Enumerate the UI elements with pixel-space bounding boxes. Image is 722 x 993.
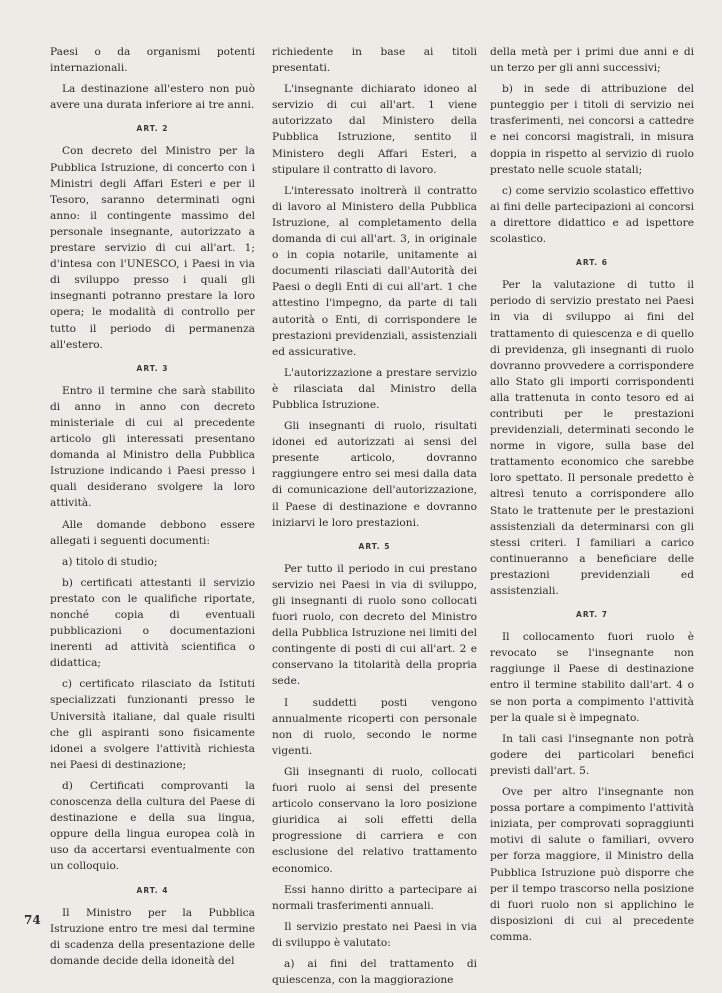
article-heading-2: ART. 2 [136, 124, 169, 134]
paragraph: Entro il termine che sarà stabilito di anno in anno con decreto ministeriale di cui al precedente articolo gli interessati presentano domanda al Ministro della Pubblica Istruzione indicando i Paesi presso i quali desiderano svolgere la loro attività. [50, 384, 255, 510]
paragraph: Per tutto il periodo in cui prestano servizio nei Paesi in via di sviluppo, gli insegnanti di ruolo sono collocati fuori ruolo, con decreto del Ministro della Pubblica Istruzione nei limiti del contingente di posti di cui all'art. 2 e conservano la titolarità della propria sede. [272, 562, 477, 688]
paragraph: Per la valutazione di tutto il periodo di servizio prestato nei Paesi in via di sviluppo ai fini del trattamento di quiescenza e di quello di previdenza, gli insegnanti di ruolo dovranno provvedere a corrispondere allo Stato gli importi corrispondenti alla trattenuta in conto tesoro ed ai contributi per le prestazioni previdenziali, determinati secondo le norme in vigore, sulla base del trattamento economico che sarebbe loro spettato. Il personale predetto è altresì tenuto a corrispondere allo Stato le trattenute per le prestazioni assistenziali da determinarsi con gli stessi criteri. I familiari a carico continueranno a beneficiare delle prestazioni previdenziali ed assistenziali. [490, 279, 694, 597]
paragraph: In tali casi l'insegnante non potrà godere dei particolari benefici previsti dall'art. 5. [490, 732, 694, 777]
text-column-left [50, 44, 255, 974]
paragraph: Paesi o da organismi potenti internazionali. [50, 46, 255, 75]
list-item: c) come servizio scolastico effettivo ai fini delle partecipazioni ai concorsi a direttore didattico e ad ispettore scolastico. [490, 184, 694, 246]
paragraph: I suddetti posti vengono annualmente ricoperti con personale non di ruolo, secondo le norme vigenti. [272, 696, 477, 757]
paragraph: L'autorizzazione a prestare servizio è rilasciata dal Ministro della Pubblica Istruzione. [272, 366, 477, 411]
article-heading-7: ART. 7 [576, 610, 608, 620]
paragraph: L'insegnante dichiarato idoneo al servizio di cui all'art. 1 viene autorizzato dal Ministero della Pubblica Istruzione, sentito il Ministero degli Affari Esteri, a stipulare il contratto di lavoro. [272, 83, 477, 176]
paragraph: Gli insegnanti di ruolo, collocati fuori ruolo ai sensi del presente articolo conservano la loro posizione giuridica ai soli effetti della progressione di carriera e con esclusione del relativo trattamento economico. [272, 765, 477, 875]
list-item: d) Certificati comprovanti la conoscenza della cultura del Paese di destinazione e della sua lingua, oppure della lingua europea colà in uso da accertarsi eventualmente con un colloquio. [50, 779, 255, 873]
paragraph: L'interessato inoltrerà il contratto di lavoro al Ministero della Pubblica Istruzione, al completamento della domanda di cui all'art. 3, in originale o in copia notarile, unitamente ai documenti rilasciati dall'Autorità dei Paesi o degli Enti di cui all'art. 1 che attestino l'impegno, da parte di tali autorità o Enti, di corrispondere le prestazioni previdenziali, assistenziali ed assicurative. [272, 184, 477, 358]
paragraph: Essi hanno diritto a partecipare ai normali trasferimenti annuali. [272, 883, 477, 912]
article-heading-4: ART. 4 [136, 885, 169, 895]
paragraph: Alle domande debbono essere allegati i seguenti documenti: [50, 518, 255, 547]
list-item: a) ai fini del trattamento di quiescenza, con la maggiorazione [272, 957, 477, 987]
list-item: b) in sede di attribuzione del punteggio per i titoli di servizio nei trasferimenti, nei concorsi a cattedre e nei concorsi magistrali, in misura doppia in rispetto al servizio di ruolo prestato nelle scuole statali; [490, 83, 694, 176]
paragraph: Ove per altro l'insegnante non possa portare a compimento l'attività iniziata, per comprovati sopraggiunti motivi di salute o familiari, ovvero per forza maggiore, il Ministro della Pubblica Istruzione può disporre che per il tempo trascorso nella posizione di fuori ruolo non si applichino le disposizioni di cui al precedente comma. [490, 786, 694, 943]
article-heading-3: ART. 3 [136, 363, 169, 373]
paragraph: Il servizio prestato nei Paesi in via di sviluppo è valutato: [272, 920, 477, 949]
paragraph: Gli insegnanti di ruolo, risultati idonei ed autorizzati ai sensi del presente articolo, dovranno raggiungere entro sei mesi dalla data di comunicazione dell'autorizzazione, il Paese di destinazione e dovranno iniziarvi le loro prestazioni. [272, 420, 477, 529]
paragraph: richiedente in base ai titoli presentati. [272, 46, 477, 75]
paragraph: Con decreto del Ministro per la Pubblica Istruzione, di concerto con i Ministri degli Affari Esteri e per il Tesoro, saranno determinati ogni anno: il contingente massimo del personale insegnante, autorizzato a prestare servizio di cui all'art. 1; d'intesa con l'UNESCO, i Paesi in via di sviluppo presso i quali gli insegnanti potranno prestare la loro opera; le modalità di controllo per tutto il periodo di permanenza all'estero. [50, 145, 255, 351]
text-column-right [490, 44, 694, 950]
article-heading-5: ART. 5 [358, 541, 391, 551]
paragraph: Il Ministro per la Pubblica Istruzione entro tre mesi dal termine di scadenza della presentazione delle domande decide della idoneità del [50, 906, 255, 967]
list-item: c) certificato rilasciato da Istituti specializzati funzionanti presso le Università italiane, dal quale risulti che gli aspiranti sono fisicamente idonei a svolgere l'attività richiesta nei Paesi di destinazione; [50, 678, 255, 771]
paragraph: Il collocamento fuori ruolo è revocato se l'insegnante non raggiunge il Paese di destinazione entro il termine stabilito dall'art. 4 o se non porta a compimento l'attività per la quale si è impegnato. [490, 631, 694, 724]
list-item: a) titolo di studio; [62, 555, 158, 568]
list-item: b) certificati attestanti il servizio prestato con le qualifiche riportate, nonché copia di eventuali pubblicazioni o documentazioni inerenti ad attività scientifica o didattica; [50, 576, 255, 670]
paragraph: La destinazione all'estero non può avere una durata inferiore ai tre anni. [50, 83, 255, 112]
text-column-middle [272, 44, 477, 993]
page-number: 74 [24, 913, 41, 927]
list-item: della metà per i primi due anni e di un terzo per gli anni successivi; [490, 46, 694, 75]
article-heading-6: ART. 6 [576, 258, 608, 268]
